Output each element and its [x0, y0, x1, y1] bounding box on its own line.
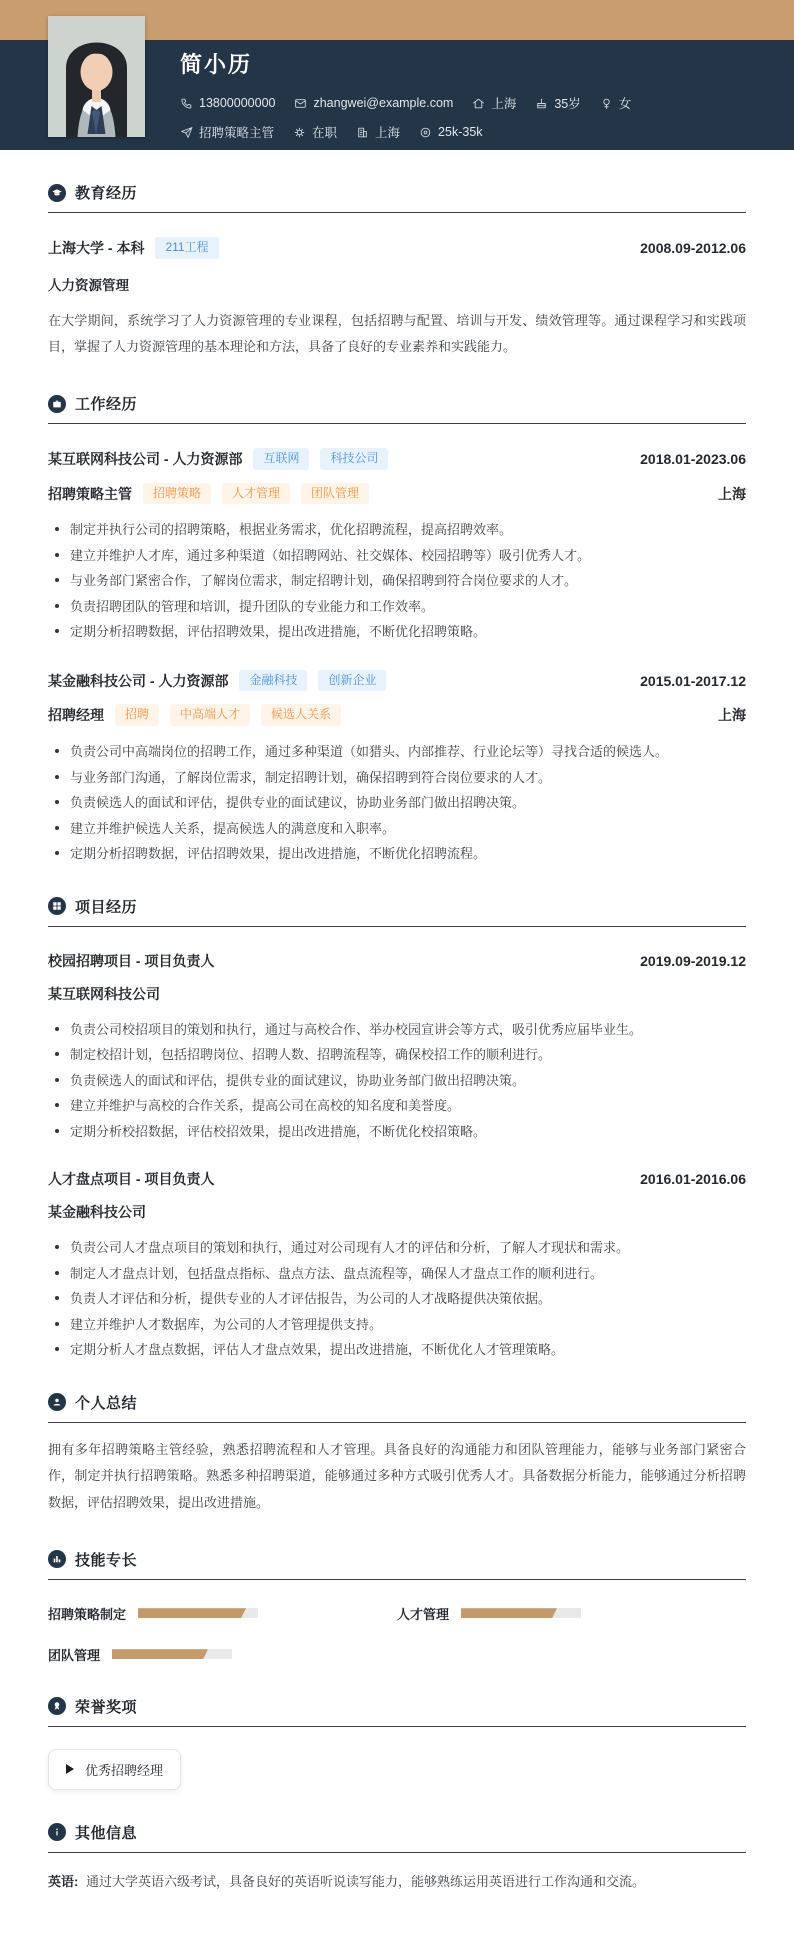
bullet-item — [48, 844, 746, 864]
bullet-text: 建立并维护与高校的合作关系，提高公司在高校的知名度和美誉度。 — [70, 1098, 461, 1113]
company-tag: 创新企业 — [318, 670, 386, 692]
honors-section-header — [48, 1696, 746, 1727]
bullet-dot — [55, 553, 59, 557]
bullet-item — [48, 1122, 746, 1142]
work-entry — [48, 448, 746, 642]
work-location: 上海 — [718, 707, 746, 724]
status-value: 在职 — [312, 126, 338, 141]
work-entry — [48, 670, 746, 864]
projects-section-header — [48, 896, 746, 927]
project-date: 2016.01-2016.06 — [640, 1171, 746, 1187]
contact-gender — [600, 94, 632, 112]
bullet-dot — [55, 826, 59, 830]
section-projects — [48, 896, 746, 1360]
skills-grid — [48, 1604, 746, 1664]
home-city-value: 上海 — [491, 97, 517, 112]
company-name: 某互联网科技公司 - 人力资源部 — [48, 450, 243, 467]
role-tag: 团队管理 — [301, 483, 369, 505]
briefcase-icon — [48, 395, 66, 413]
bullet-text: 建立并维护人才库，通过多种渠道（如招聘网站、社交媒体、校园招聘等）吸引优秀人才。 — [70, 547, 591, 563]
other-section-header — [48, 1822, 746, 1853]
bullet-text: 负责公司人才盘点项目的策划和执行，通过对公司现有人才的评估和分析，了解人才现状和需求。 — [70, 1240, 630, 1255]
email-icon — [294, 97, 307, 110]
contact-city — [356, 123, 400, 141]
bullet-text: 负责候选人的面试和评估，提供专业的面试建议，协助业务部门做出招聘决策。 — [70, 795, 526, 810]
contact-salary — [419, 125, 482, 139]
salary-icon — [419, 126, 432, 139]
major-name: 人力资源管理 — [48, 277, 129, 293]
age-value: 35岁 — [554, 97, 581, 112]
bullet-item — [48, 1071, 746, 1091]
role-name: 招聘策略主管 — [48, 485, 132, 502]
bullet-dot — [55, 1347, 59, 1351]
graduation-cap-icon — [48, 184, 66, 202]
bullet-text: 负责候选人的面试和评估，提供专业的面试建议，协助业务部门做出招聘决策。 — [70, 1072, 526, 1088]
bullet-dot — [55, 1245, 59, 1249]
school-tag: 211工程 — [155, 237, 218, 259]
age-icon — [535, 97, 548, 110]
bullet-text: 定期分析校招数据，评估校招效果，提出改进措施，不断优化校招策略。 — [70, 1123, 487, 1139]
bullet-text: 负责招聘团队的管理和培训，提升团队的专业能力和工作效率。 — [70, 598, 435, 614]
bar-chart-icon — [48, 1550, 66, 1568]
project-name: 人才盘点项目 - 项目负责人 — [48, 1171, 215, 1187]
portrait-illustration — [48, 16, 145, 137]
bullet-item — [48, 1020, 746, 1040]
bullet-text: 负责公司中高端岗位的招聘工作，通过多种渠道（如猎头、内部推荐、行业论坛等）寻找合适的候选人。 — [70, 744, 669, 759]
section-other — [48, 1822, 746, 1893]
skill-item — [48, 1604, 397, 1623]
bullet-item — [48, 520, 746, 540]
bullet-dot — [55, 604, 59, 608]
bullet-dot — [55, 1027, 59, 1031]
project-company: 某金融科技公司 — [48, 1204, 146, 1220]
project-grid-icon — [48, 897, 66, 915]
role-tag: 候选人关系 — [261, 704, 341, 726]
bullet-dot — [55, 749, 59, 753]
bullet-dot — [55, 1078, 59, 1082]
bullet-item — [48, 1315, 746, 1335]
work-bullet-list — [48, 520, 746, 642]
role-tag: 中高端人才 — [170, 704, 250, 726]
project-company: 某互联网科技公司 — [48, 985, 160, 1002]
section-skills — [48, 1549, 746, 1664]
bullet-item — [48, 546, 746, 566]
work-date: 2018.01-2023.06 — [640, 450, 746, 467]
skill-name: 团队管理 — [48, 1647, 101, 1663]
other-title: 其他信息 — [75, 1824, 138, 1842]
role-name: 招聘经理 — [48, 707, 104, 724]
profile-photo — [48, 16, 145, 137]
summary-section-header — [48, 1392, 746, 1423]
bullet-text: 负责人才评估和分析，提供专业的人才评估报告，为公司的人才战略提供决策依据。 — [70, 1291, 552, 1306]
contact-home-city — [472, 94, 516, 112]
bullet-item — [48, 768, 746, 788]
education-entry — [48, 237, 746, 361]
bullet-item — [48, 1238, 746, 1258]
language-label: 英语: — [48, 1873, 79, 1889]
skill-item — [48, 1645, 397, 1664]
bullet-dot — [55, 1052, 59, 1056]
bullet-dot — [55, 1322, 59, 1326]
bullet-item — [48, 622, 746, 642]
language-text: 通过大学英语六级考试，具备良好的英语听说读写能力，能够熟练运用英语进行工作沟通和交流。 — [85, 1873, 645, 1889]
summary-title: 个人总结 — [75, 1394, 138, 1412]
resume-body — [0, 182, 794, 1936]
skill-item — [397, 1604, 746, 1623]
play-triangle-icon — [66, 1764, 74, 1774]
project-entry — [48, 1169, 746, 1360]
honors-title: 荣誉奖项 — [75, 1698, 138, 1716]
project-bullet-list — [48, 1238, 746, 1360]
honor-badge[interactable] — [48, 1749, 181, 1790]
company-tag: 科技公司 — [320, 448, 388, 470]
section-education — [48, 182, 746, 361]
city-icon — [356, 126, 369, 139]
bullet-dot — [55, 800, 59, 804]
work-location: 上海 — [718, 485, 746, 502]
position-icon — [180, 126, 193, 139]
project-name: 校园招聘项目 - 项目负责人 — [48, 952, 215, 969]
contact-age — [535, 94, 580, 112]
bullet-dot — [55, 1129, 59, 1133]
skill-bar-fill — [138, 1608, 246, 1618]
bullet-item — [48, 597, 746, 617]
bullet-text: 定期分析招聘数据，评估招聘效果，提出改进措施，不断优化招聘策略。 — [70, 624, 487, 640]
phone-value: 13800000000 — [199, 96, 276, 111]
bullet-item — [48, 819, 746, 839]
projects-title: 项目经历 — [75, 898, 138, 916]
bullet-item — [48, 1096, 746, 1116]
skills-section-header — [48, 1549, 746, 1580]
phone-icon — [180, 97, 193, 110]
bullet-text: 定期分析人才盘点数据，评估人才盘点效果，提出改进措施，不断优化人才管理策略。 — [70, 1342, 565, 1357]
gender-value: 女 — [618, 97, 632, 112]
honor-badge-label: 优秀招聘经理 — [85, 1762, 164, 1778]
contact-email — [294, 96, 453, 110]
bullet-dot — [55, 851, 59, 855]
bullet-text: 建立并维护候选人关系，提高候选人的满意度和入职率。 — [70, 820, 396, 836]
skill-bar-fill — [112, 1649, 208, 1659]
work-date: 2015.01-2017.12 — [640, 672, 746, 689]
medal-icon — [48, 1697, 66, 1715]
project-bullet-list — [48, 1020, 746, 1142]
bullet-item — [48, 571, 746, 591]
company-name: 某金融科技公司 - 人力资源部 — [48, 672, 229, 689]
bullet-dot — [55, 775, 59, 779]
bullet-text: 制定并执行公司的招聘策略，根据业务需求，优化招聘流程，提高招聘效率。 — [70, 522, 513, 538]
contact-phone — [180, 96, 275, 110]
bullet-item — [48, 1289, 746, 1309]
contact-row-1 — [180, 94, 764, 112]
company-tag: 金融科技 — [239, 670, 307, 692]
bullet-item — [48, 793, 746, 813]
education-description: 在大学期间，系统学习了人力资源管理的专业课程，包括招聘与配置、培训与开发、绩效管理等。通过课程学习和实践项目，掌握了人力资源管理的基本理论和方法，具备了良好的专业素养和实践能力。 — [48, 312, 746, 355]
resume-header — [0, 40, 794, 150]
contact-row-2 — [180, 123, 764, 141]
bullet-text: 定期分析招聘数据，评估招聘效果，提出改进措施，不断优化招聘流程。 — [70, 846, 487, 861]
bullet-item — [48, 1340, 746, 1360]
position-value: 招聘策略主管 — [199, 126, 275, 141]
bullet-item — [48, 1045, 746, 1065]
bullet-dot — [55, 1271, 59, 1275]
role-tag: 人才管理 — [222, 483, 290, 505]
bullet-text: 与业务部门沟通，了解岗位需求，制定招聘计划，确保招聘到符合岗位要求的人才。 — [70, 769, 552, 785]
bullet-dot — [55, 1103, 59, 1107]
bullet-item — [48, 742, 746, 762]
role-tag: 招聘策略 — [143, 483, 211, 505]
info-icon — [48, 1823, 66, 1841]
skill-bar — [461, 1608, 581, 1618]
skill-name: 人才管理 — [397, 1606, 450, 1622]
education-date: 2008.09-2012.06 — [640, 239, 746, 256]
skill-bar — [138, 1608, 258, 1618]
person-icon — [48, 1393, 66, 1411]
bullet-dot — [55, 1296, 59, 1300]
honor-badge-row — [48, 1749, 746, 1790]
bullet-text: 建立并维护人才数据库，为公司的人才管理提供支持。 — [70, 1316, 383, 1332]
role-tag: 招聘 — [115, 704, 159, 726]
skill-bar — [112, 1649, 232, 1659]
section-work — [48, 393, 746, 863]
section-summary — [48, 1392, 746, 1517]
home-icon — [472, 97, 485, 110]
status-icon — [293, 126, 306, 139]
skills-title: 技能专长 — [75, 1551, 138, 1569]
summary-text: 拥有多年招聘策略主管经验，熟悉招聘流程和人才管理。具备良好的沟通能力和团队管理能力，能够与业务部门紧密合作，制定并执行招聘策略。熟悉多种招聘渠道，能够通过多种方式吸引优秀人才。具备数据分析能力，能够通过分析招聘数据，评估招聘效果，提出改进措施。 — [48, 1441, 746, 1511]
name: 简小历 — [180, 52, 253, 77]
contact-position — [180, 123, 274, 141]
section-honors — [48, 1696, 746, 1790]
bullet-dot — [55, 629, 59, 633]
project-entry — [48, 951, 746, 1142]
school-name: 上海大学 - 本科 — [48, 239, 145, 256]
salary-value: 25k-35k — [438, 125, 483, 140]
work-section-header — [48, 393, 746, 424]
city-value: 上海 — [375, 126, 401, 141]
other-info-line — [48, 1870, 746, 1893]
contact-status — [293, 123, 337, 141]
gender-icon — [600, 97, 613, 110]
work-bullet-list — [48, 742, 746, 864]
email-value: zhangwei@example.com — [313, 96, 454, 111]
education-section-header — [48, 182, 746, 213]
company-tag: 互联网 — [253, 448, 309, 470]
skill-name: 招聘策略制定 — [48, 1606, 127, 1622]
work-title: 工作经历 — [75, 396, 138, 414]
bullet-text: 负责公司校招项目的策划和执行，通过与高校合作、举办校园宣讲会等方式，吸引优秀应届毕业生。 — [70, 1021, 643, 1037]
skill-bar-fill — [461, 1608, 557, 1618]
bullet-item — [48, 1264, 746, 1284]
education-title: 教育经历 — [75, 185, 138, 202]
bullet-text: 制定校招计划，包括招聘岗位、招聘人数、招聘流程等，确保校招工作的顺利进行。 — [70, 1047, 552, 1062]
bullet-text: 与业务部门紧密合作，了解岗位需求，制定招聘计划，确保招聘到符合岗位要求的人才。 — [70, 573, 578, 589]
bullet-dot — [55, 578, 59, 582]
project-date: 2019.09-2019.12 — [640, 952, 746, 969]
bullet-dot — [55, 527, 59, 531]
bullet-text: 制定人才盘点计划，包括盘点指标、盘点方法、盘点流程等，确保人才盘点工作的顺利进行。 — [70, 1265, 604, 1281]
